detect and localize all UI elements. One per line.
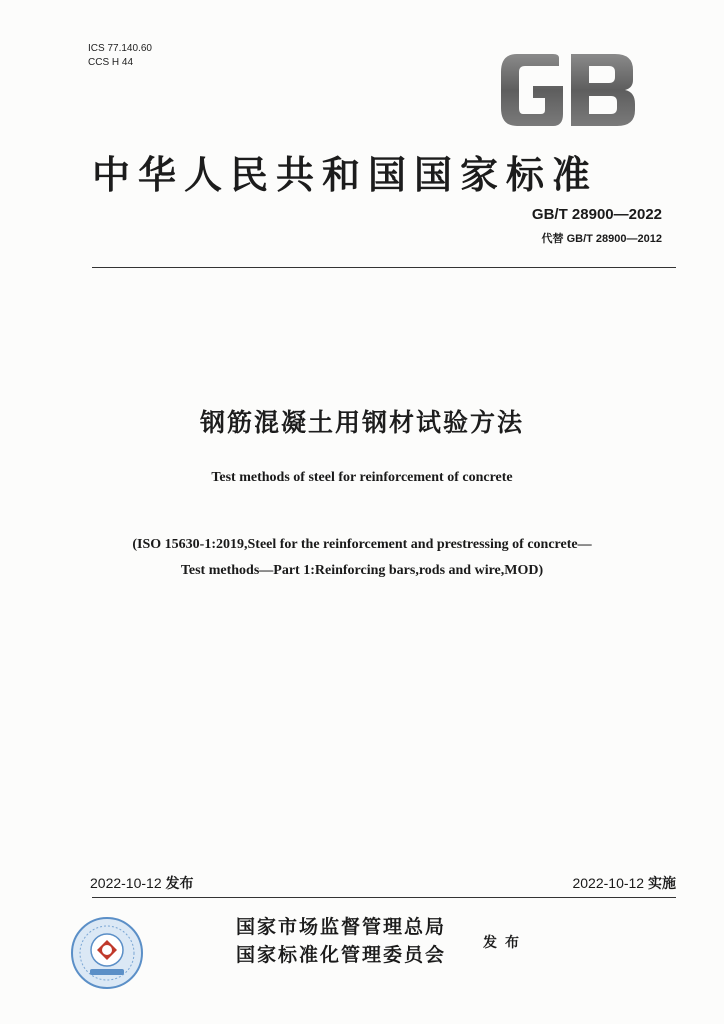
issuer-line1: 国家市场监督管理总局: [236, 916, 447, 938]
ics-code: ICS 77.140.60: [88, 43, 152, 54]
issue-date-block: [90, 873, 194, 893]
national-standard-title: 中华人民共和国国家标准: [92, 153, 599, 197]
iso-reference-line2: Test methods—Part 1:Reinforcing bars,rods and wire,MOD): [180, 563, 544, 578]
certification-seal-icon: [70, 916, 144, 990]
chinese-title: 钢筋混凝土用钢材试验方法: [199, 408, 524, 437]
implement-label: 实施: [648, 876, 676, 892]
footer-divider: [92, 897, 676, 898]
header-divider: [92, 267, 676, 268]
ccs-code: CCS H 44: [88, 57, 134, 68]
implement-date-block: [572, 873, 676, 893]
standard-number: GB/T 28900—2022: [531, 206, 662, 223]
publish-label: 发布: [483, 935, 527, 951]
issuer-line2: 国家标准化管理委员会: [236, 944, 447, 966]
english-title: Test methods of steel for reinforcement of concrete: [211, 470, 513, 485]
iso-reference-line1: (ISO 15630-1:2019,Steel for the reinforcement and prestressing of concrete—: [132, 537, 592, 552]
issue-date: 2022-10-12: [90, 875, 162, 891]
replaces-standard: 代替 GB/T 28900—2012: [541, 233, 662, 245]
implement-date: 2022-10-12: [572, 875, 645, 891]
issue-label: 发布: [165, 876, 194, 892]
gb-logo: [497, 52, 637, 128]
classification-codes: [88, 42, 152, 70]
